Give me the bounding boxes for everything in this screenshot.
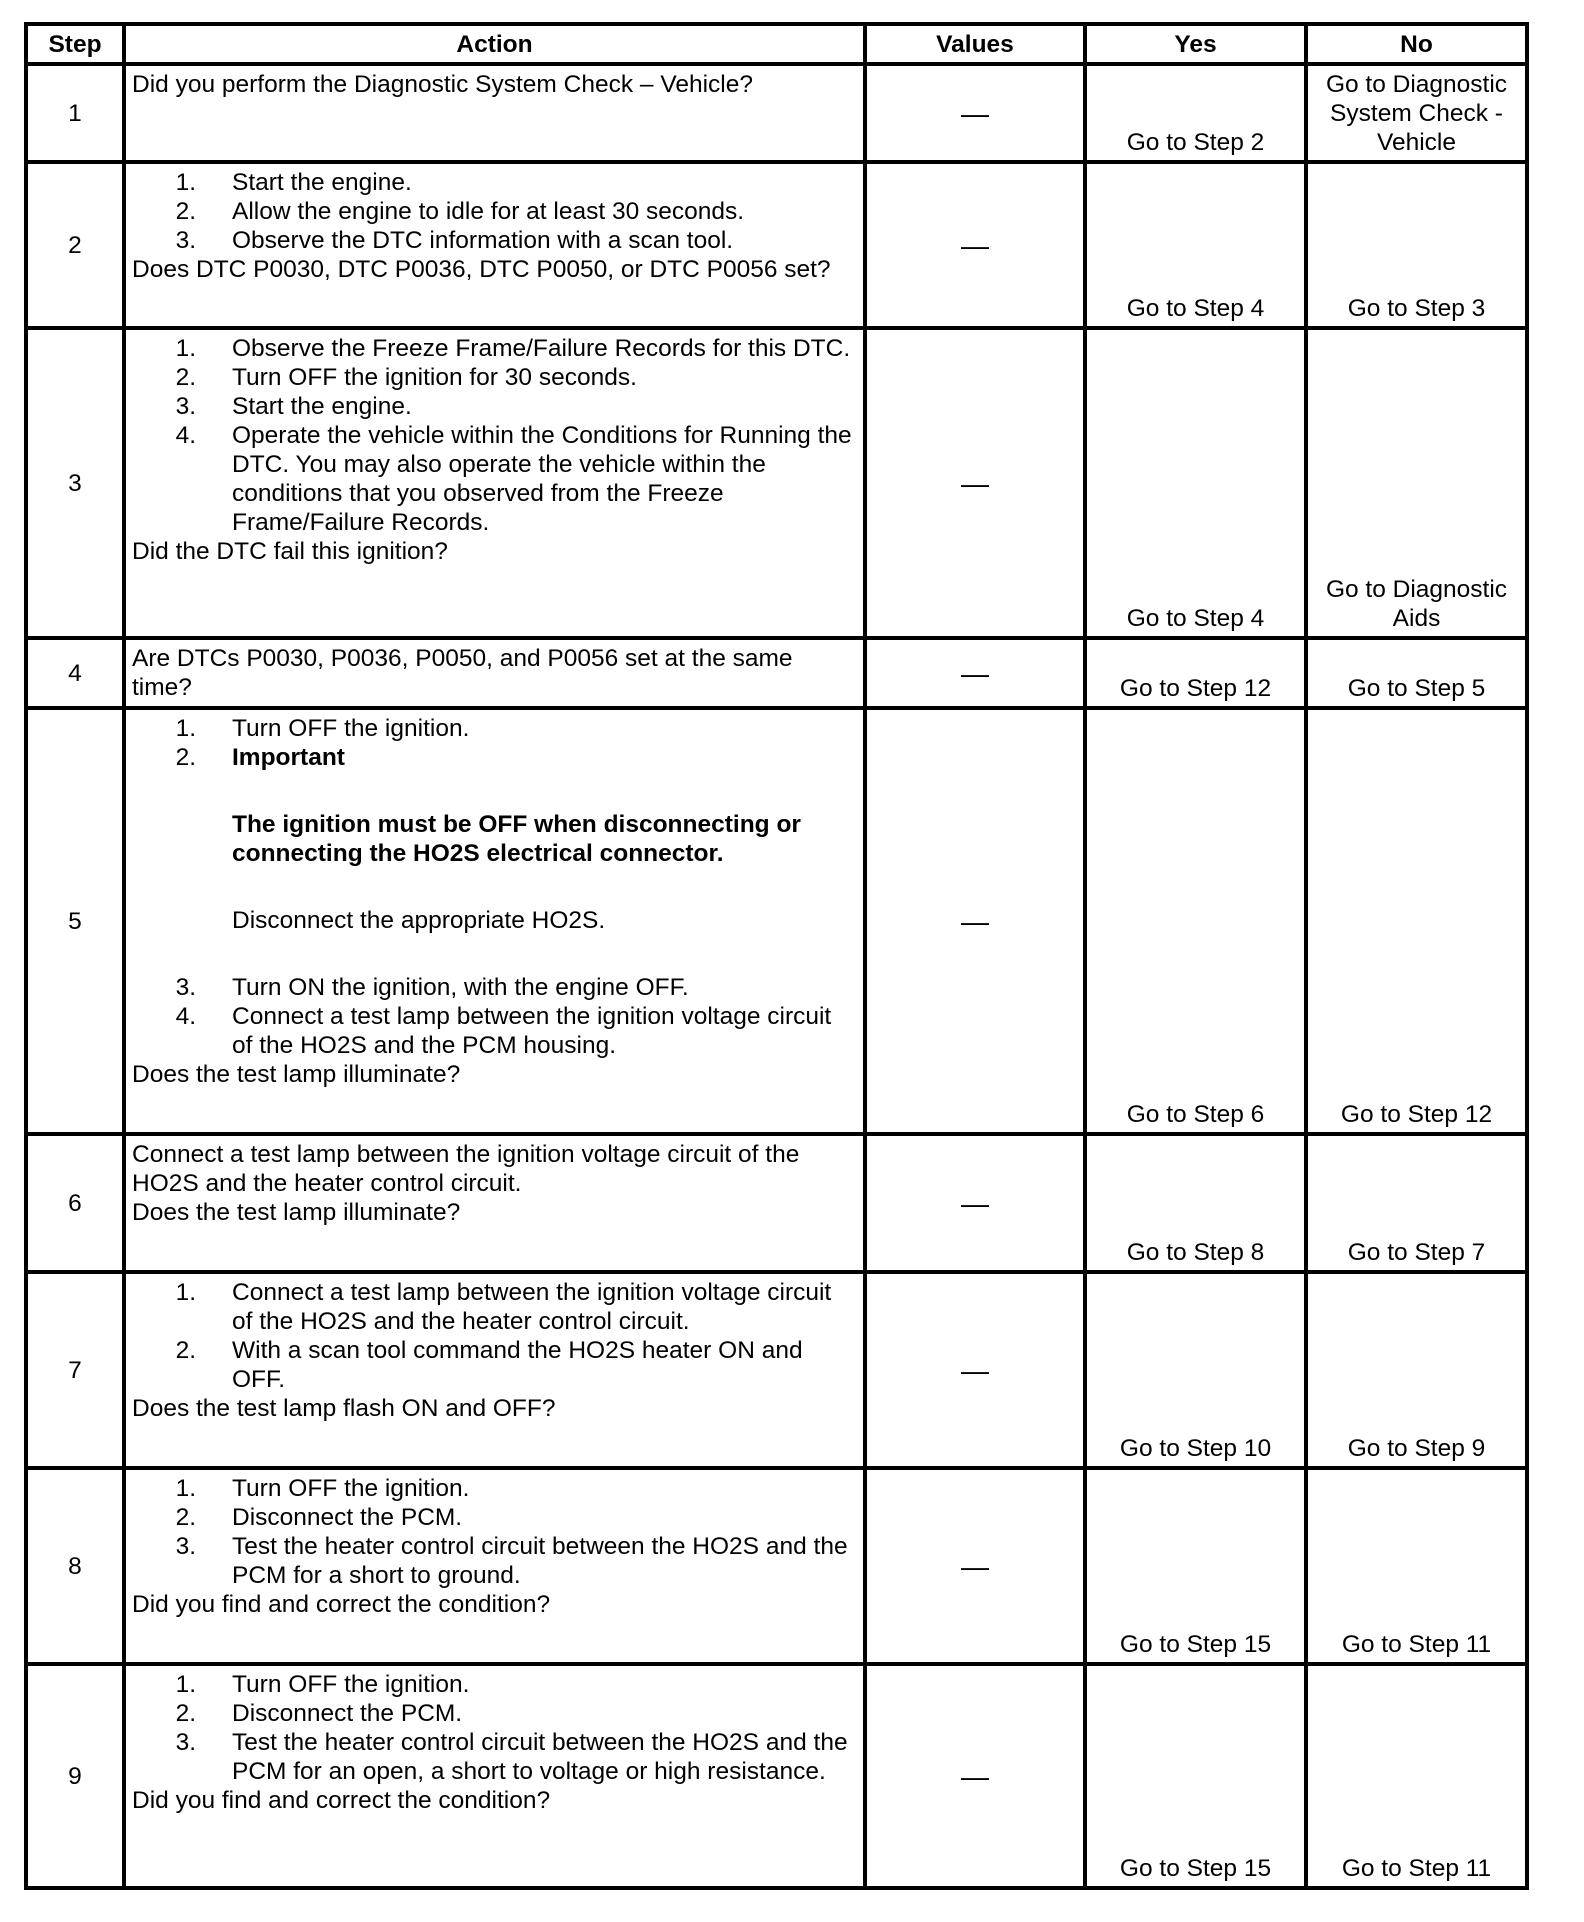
action-list [132, 1278, 857, 1394]
no-cell: Go to Step 11 [1306, 1468, 1527, 1664]
action-cell [124, 1468, 865, 1664]
values-cell: — [865, 1664, 1085, 1888]
list-item: 4. Operate the vehicle within the Conditions for Running the DTC. You may also operate the vehicle within the conditions that you observed from the Freeze Frame/Failure Records. [175, 422, 852, 536]
action-question: Does the test lamp illuminate? [132, 1061, 461, 1088]
action-list [132, 334, 857, 537]
list-item: 1. Turn OFF the ignition. [175, 1671, 470, 1698]
header-step: Step [26, 24, 124, 64]
header-values: Values [865, 24, 1085, 64]
table-row [26, 1134, 1527, 1272]
action-question: Did you find and correct the condition? [132, 1787, 551, 1814]
yes-cell: Go to Step 8 [1085, 1134, 1306, 1272]
no-cell: Go to Diagnostic System Check - Vehicle [1306, 64, 1527, 162]
yes-cell: Go to Step 10 [1085, 1272, 1306, 1468]
action-cell [124, 1664, 865, 1888]
list-item: 3. Observe the DTC information with a scan tool. [175, 227, 734, 254]
table-row [26, 638, 1527, 708]
yes-cell: Go to Step 4 [1085, 328, 1306, 638]
table-row [26, 1664, 1527, 1888]
step-number: 4 [26, 638, 124, 708]
list-item: 4. Connect a test lamp between the ignition voltage circuit of the HO2S and the PCM housing. [175, 1003, 832, 1059]
yes-cell: Go to Step 4 [1085, 162, 1306, 328]
header-yes: Yes [1085, 24, 1306, 64]
important-label: Important [232, 744, 345, 771]
step-number: 3 [26, 328, 124, 638]
action-question: Does the test lamp flash ON and OFF? [132, 1395, 556, 1422]
action-text: Are DTCs P0030, P0036, P0050, and P0056 set at the same time? [132, 645, 793, 701]
step-number: 6 [26, 1134, 124, 1272]
list-item: 2. With a scan tool command the HO2S heater ON and OFF. [175, 1337, 803, 1393]
list-item: 2. Disconnect the PCM. [175, 1700, 463, 1727]
list-item: 1. Observe the Freeze Frame/Failure Records for this DTC. [175, 335, 851, 362]
header-action: Action [124, 24, 865, 64]
list-item: 3. Turn ON the ignition, with the engine OFF. [175, 974, 689, 1001]
action-cell [124, 1134, 865, 1272]
no-cell: Go to Step 12 [1306, 708, 1527, 1134]
action-list [132, 1474, 857, 1590]
list-item: 3. Start the engine. [175, 393, 412, 420]
no-cell: Go to Step 7 [1306, 1134, 1527, 1272]
table-row [26, 708, 1527, 1134]
action-question: Did you find and correct the condition? [132, 1591, 551, 1618]
list-item: 1. Connect a test lamp between the ignition voltage circuit of the HO2S and the heater control circuit. [175, 1279, 832, 1335]
action-cell [124, 708, 865, 1134]
list-item: 2. Disconnect the PCM. [175, 1504, 463, 1531]
step-number: 7 [26, 1272, 124, 1468]
diagnostic-table [24, 22, 1529, 1890]
no-cell: Go to Diagnostic Aids [1306, 328, 1527, 638]
values-cell: — [865, 638, 1085, 708]
step-number: 2 [26, 162, 124, 328]
list-item: 1. Turn OFF the ignition. [175, 715, 470, 742]
no-cell: Go to Step 11 [1306, 1664, 1527, 1888]
important-instruction: Disconnect the appropriate HO2S. [232, 907, 606, 934]
action-question: Does DTC P0030, DTC P0036, DTC P0050, or DTC P0056 set? [132, 256, 831, 283]
action-cell [124, 162, 865, 328]
action-cell [124, 1272, 865, 1468]
step-number: 5 [26, 708, 124, 1134]
action-question: Does the test lamp illuminate? [132, 1199, 461, 1226]
values-cell: — [865, 1134, 1085, 1272]
values-cell: — [865, 1468, 1085, 1664]
values-cell: — [865, 328, 1085, 638]
action-text: Did you perform the Diagnostic System Check – Vehicle? [132, 71, 753, 98]
table-row [26, 328, 1527, 638]
table-row [26, 1468, 1527, 1664]
list-item: 3. Test the heater control circuit between the HO2S and the PCM for a short to ground. [175, 1533, 848, 1589]
action-list [132, 168, 857, 255]
yes-cell: Go to Step 2 [1085, 64, 1306, 162]
step-number: 8 [26, 1468, 124, 1664]
list-item: 1. Start the engine. [175, 169, 412, 196]
yes-cell: Go to Step 12 [1085, 638, 1306, 708]
values-cell: — [865, 162, 1085, 328]
step-number: 1 [26, 64, 124, 162]
values-cell: — [865, 708, 1085, 1134]
important-note: The ignition must be OFF when disconnecting or connecting the HO2S electrical connector. [232, 811, 801, 867]
no-cell: Go to Step 3 [1306, 162, 1527, 328]
action-text: Connect a test lamp between the ignition voltage circuit of the HO2S and the heater control circuit. [132, 1141, 800, 1197]
yes-cell: Go to Step 15 [1085, 1468, 1306, 1664]
step-number: 9 [26, 1664, 124, 1888]
list-item: 2. Turn OFF the ignition for 30 seconds. [175, 364, 637, 391]
no-cell: Go to Step 9 [1306, 1272, 1527, 1468]
table-row [26, 1272, 1527, 1468]
list-item-important: 2. Important The ignition must be OFF when disconnecting or connecting the HO2S electrical connector. Disconnect the appropriate HO2S. [132, 743, 857, 973]
action-question: Did the DTC fail this ignition? [132, 538, 448, 565]
list-item: 3. Test the heater control circuit between the HO2S and the PCM for an open, a short to voltage or high resistance. [175, 1729, 848, 1785]
values-cell: — [865, 1272, 1085, 1468]
values-cell: — [865, 64, 1085, 162]
action-cell [124, 638, 865, 708]
yes-cell: Go to Step 15 [1085, 1664, 1306, 1888]
header-no: No [1306, 24, 1527, 64]
action-list [132, 1670, 857, 1786]
list-item: 2. Allow the engine to idle for at least 30 seconds. [175, 198, 745, 225]
action-list [132, 714, 857, 1060]
action-cell [124, 328, 865, 638]
list-item: 1. Turn OFF the ignition. [175, 1475, 470, 1502]
header-row [26, 24, 1527, 64]
no-cell: Go to Step 5 [1306, 638, 1527, 708]
table-row [26, 64, 1527, 162]
yes-cell: Go to Step 6 [1085, 708, 1306, 1134]
action-cell [124, 64, 865, 162]
table-row [26, 162, 1527, 328]
